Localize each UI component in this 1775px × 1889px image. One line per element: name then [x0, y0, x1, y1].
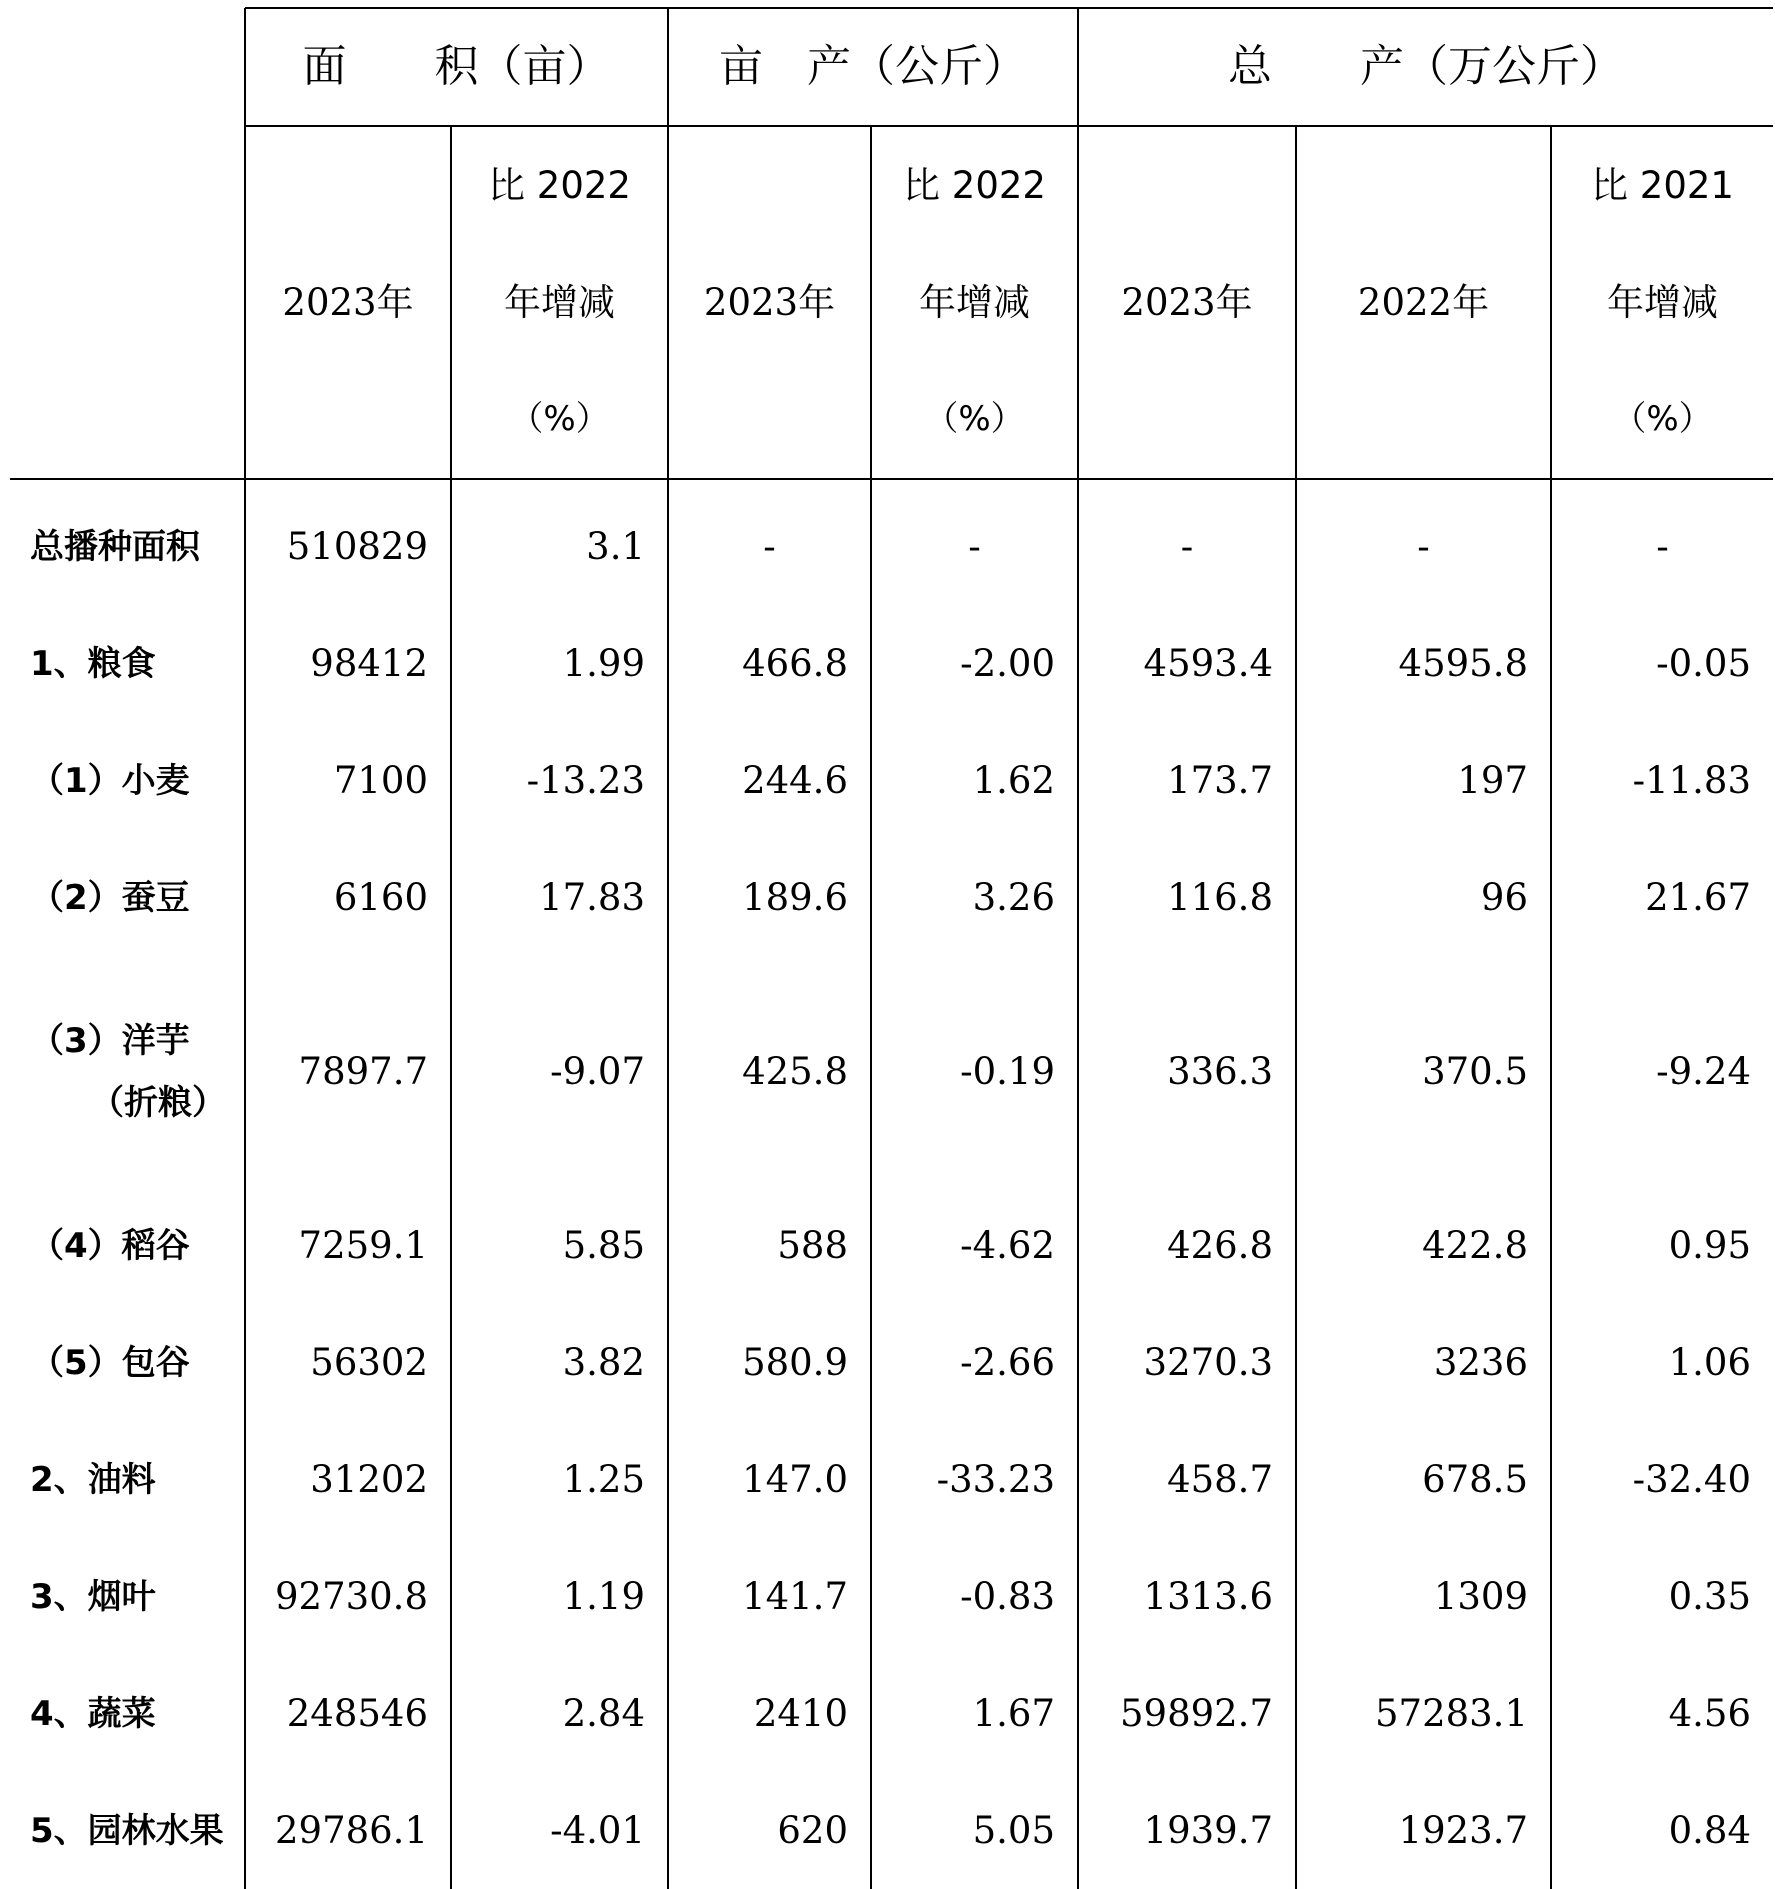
cell-output-change: -32.40: [1551, 1421, 1773, 1538]
cell-output-2022: 3236: [1296, 1304, 1551, 1421]
cell-yield-change: 5.05: [871, 1772, 1078, 1889]
sub-header-yield-change: 比 2022 年增减 （%）: [871, 126, 1078, 479]
cell-output-2023: 3270.3: [1078, 1304, 1296, 1421]
sub-header-output-2022: 2022年: [1296, 126, 1551, 479]
cell-area-change: 3.1: [451, 479, 668, 605]
cell-output-2022: 4595.8: [1296, 605, 1551, 722]
group-header-area: 面 积（亩）: [245, 8, 668, 126]
row-label: 5、园林水果: [30, 1810, 224, 1851]
cell-output-2022: 678.5: [1296, 1421, 1551, 1538]
cell-area-change: 1.99: [451, 605, 668, 722]
cell-yield-change: -: [871, 479, 1078, 605]
row-label: 4、蔬菜: [30, 1693, 156, 1734]
cell-yield-2023: 2410: [668, 1655, 871, 1772]
cell-yield-2023: 466.8: [668, 605, 871, 722]
cell-output-change: -9.24: [1551, 956, 1773, 1187]
cell-area-change: 2.84: [451, 1655, 668, 1772]
table-row: [10, 479, 1773, 605]
cell-area-2023: 7897.7: [245, 956, 451, 1187]
cell-area-change: 1.25: [451, 1421, 668, 1538]
group-header-yield: 亩 产（公斤）: [668, 8, 1078, 126]
cell-output-2023: 426.8: [1078, 1187, 1296, 1304]
corner-cell: [10, 8, 245, 126]
sub-header-yield-2023: 2023年: [668, 126, 871, 479]
row-label: 2、油料: [30, 1459, 156, 1500]
table-row: [10, 1187, 1773, 1304]
table-row: [10, 1772, 1773, 1889]
cell-output-2022: 1923.7: [1296, 1772, 1551, 1889]
row-label: 总播种面积: [30, 526, 200, 567]
cell-output-change: 21.67: [1551, 839, 1773, 956]
cell-yield-change: 3.26: [871, 839, 1078, 956]
group-header-output: 总 产（万公斤）: [1078, 8, 1773, 126]
cell-yield-2023: 141.7: [668, 1538, 871, 1655]
table-row: [10, 722, 1773, 839]
table-row: [10, 1655, 1773, 1772]
cell-yield-2023: -: [668, 479, 871, 605]
cell-yield-change: 1.67: [871, 1655, 1078, 1772]
cell-output-2023: 59892.7: [1078, 1655, 1296, 1772]
table-row: [10, 1304, 1773, 1421]
cell-output-change: -: [1551, 479, 1773, 605]
sub-header-area-change: 比 2022 年增减 （%）: [451, 126, 668, 479]
cell-yield-change: -33.23: [871, 1421, 1078, 1538]
cell-yield-2023: 244.6: [668, 722, 871, 839]
cell-area-2023: 248546: [245, 1655, 451, 1772]
cell-output-2023: 1313.6: [1078, 1538, 1296, 1655]
cell-area-2023: 6160: [245, 839, 451, 956]
cell-output-change: -11.83: [1551, 722, 1773, 839]
cell-output-2022: 422.8: [1296, 1187, 1551, 1304]
row-label-header: [10, 126, 245, 479]
row-label: （3）洋芋 （折粮）: [30, 1020, 226, 1123]
row-label: （1）小麦: [30, 760, 190, 801]
sub-header-row: [10, 126, 1773, 479]
cell-yield-2023: 147.0: [668, 1421, 871, 1538]
cell-area-change: 17.83: [451, 839, 668, 956]
cell-output-change: 1.06: [1551, 1304, 1773, 1421]
cell-area-change: -4.01: [451, 1772, 668, 1889]
sub-header-output-change: 比 2021 年增减 （%）: [1551, 126, 1773, 479]
cell-area-change: 3.82: [451, 1304, 668, 1421]
cell-yield-change: -0.19: [871, 956, 1078, 1187]
cell-yield-change: -4.62: [871, 1187, 1078, 1304]
cell-output-2022: 57283.1: [1296, 1655, 1551, 1772]
sub-header-output-2023: 2023年: [1078, 126, 1296, 479]
cell-area-2023: 7100: [245, 722, 451, 839]
cell-output-2022: 197: [1296, 722, 1551, 839]
cell-output-change: 4.56: [1551, 1655, 1773, 1772]
cell-yield-2023: 425.8: [668, 956, 871, 1187]
cell-area-change: -9.07: [451, 956, 668, 1187]
cell-area-2023: 29786.1: [245, 1772, 451, 1889]
cell-output-change: -0.05: [1551, 605, 1773, 722]
cell-output-change: 0.35: [1551, 1538, 1773, 1655]
cell-yield-change: -2.66: [871, 1304, 1078, 1421]
cell-output-2022: 370.5: [1296, 956, 1551, 1187]
cell-yield-change: -0.83: [871, 1538, 1078, 1655]
table-row: [10, 839, 1773, 956]
cell-area-change: -13.23: [451, 722, 668, 839]
cell-output-2023: 336.3: [1078, 956, 1296, 1187]
cell-output-2023: 458.7: [1078, 1421, 1296, 1538]
crop-statistics-table: [10, 8, 1773, 1889]
group-header-row: [10, 8, 1773, 126]
table-row: [10, 605, 1773, 722]
row-label: （2）蚕豆: [30, 877, 190, 918]
cell-area-2023: 98412: [245, 605, 451, 722]
table-row: [10, 956, 1773, 1187]
cell-area-2023: 510829: [245, 479, 451, 605]
cell-area-2023: 56302: [245, 1304, 451, 1421]
row-label: 3、烟叶: [30, 1576, 156, 1617]
cell-output-2022: 1309: [1296, 1538, 1551, 1655]
cell-output-2022: -: [1296, 479, 1551, 605]
cell-area-change: 1.19: [451, 1538, 668, 1655]
cell-output-2022: 96: [1296, 839, 1551, 956]
cell-output-2023: 1939.7: [1078, 1772, 1296, 1889]
cell-yield-2023: 588: [668, 1187, 871, 1304]
cell-output-2023: -: [1078, 479, 1296, 605]
cell-yield-change: -2.00: [871, 605, 1078, 722]
cell-output-2023: 116.8: [1078, 839, 1296, 956]
cell-area-change: 5.85: [451, 1187, 668, 1304]
cell-area-2023: 92730.8: [245, 1538, 451, 1655]
cell-yield-2023: 189.6: [668, 839, 871, 956]
row-label: （5）包谷: [30, 1342, 190, 1383]
cell-yield-2023: 580.9: [668, 1304, 871, 1421]
table-row: [10, 1538, 1773, 1655]
cell-yield-2023: 620: [668, 1772, 871, 1889]
cell-output-change: 0.95: [1551, 1187, 1773, 1304]
row-label: 1、粮食: [30, 643, 156, 684]
cell-output-change: 0.84: [1551, 1772, 1773, 1889]
row-label: （4）稻谷: [30, 1225, 190, 1266]
cell-output-2023: 173.7: [1078, 722, 1296, 839]
cell-yield-change: 1.62: [871, 722, 1078, 839]
cell-area-2023: 31202: [245, 1421, 451, 1538]
table-row: [10, 1421, 1773, 1538]
cell-output-2023: 4593.4: [1078, 605, 1296, 722]
sub-header-area-2023: 2023年: [245, 126, 451, 479]
cell-area-2023: 7259.1: [245, 1187, 451, 1304]
